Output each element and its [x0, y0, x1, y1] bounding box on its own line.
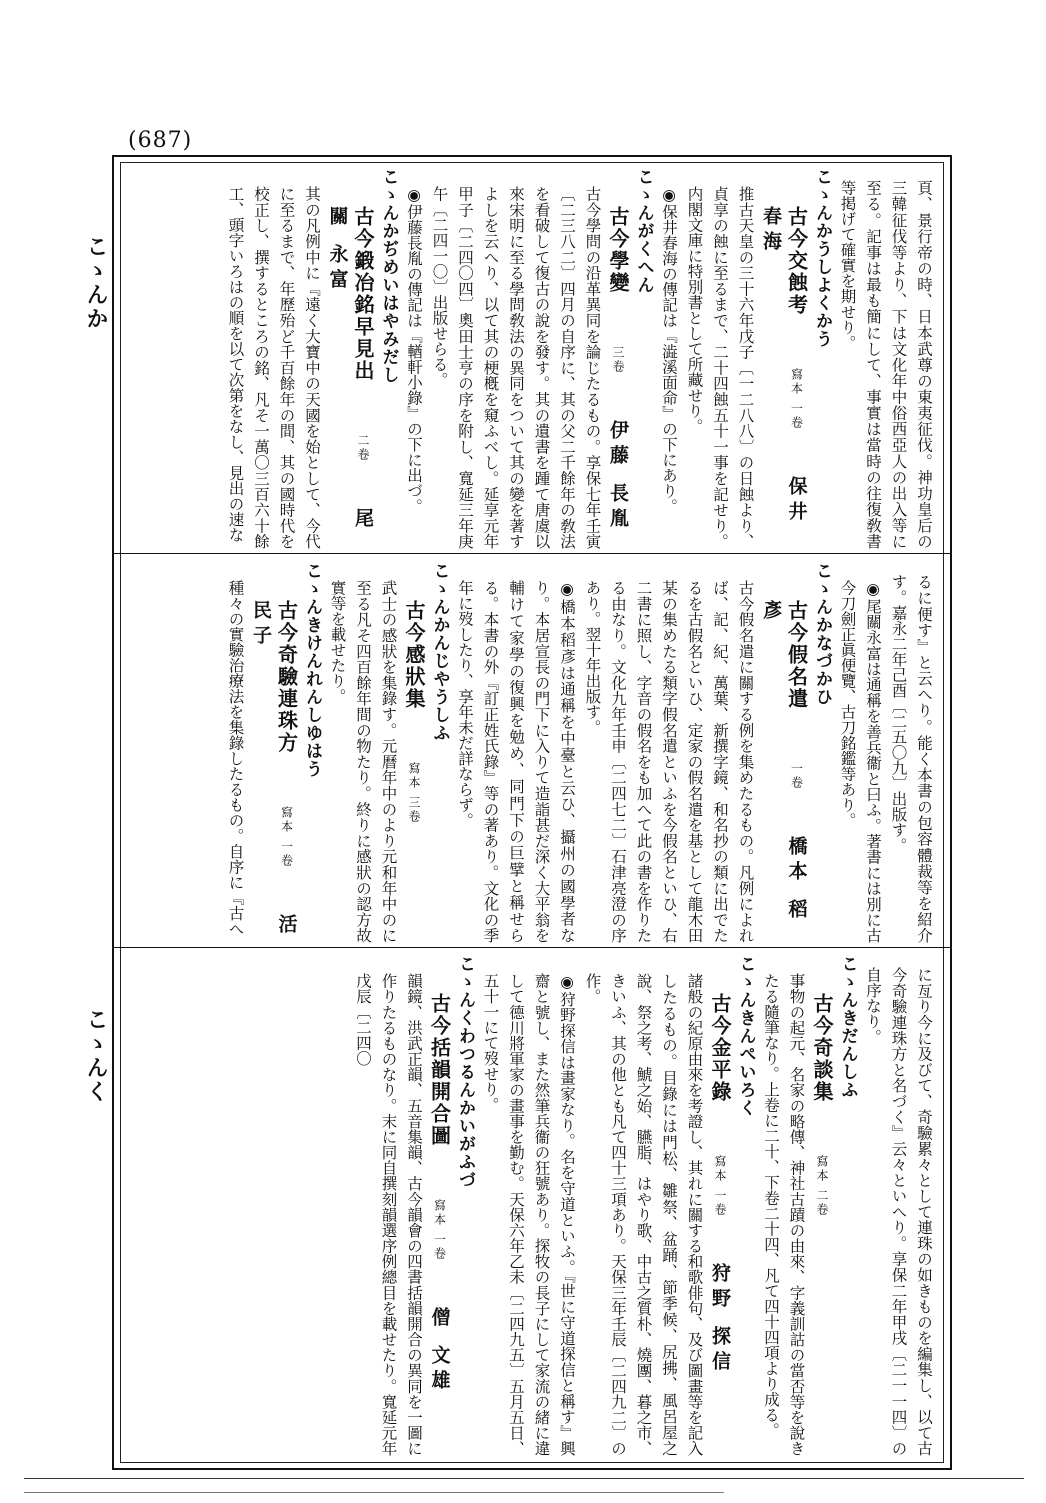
entry-body-text: 古今假名遣に關する例を集めたるもの。凡例によれば、記、紀、萬葉、新撰字鏡、和名抄の類に出でたるを古假名といひ、定家の假名遣を基として龍木田某の集めたる類字假名遣といふを今假名といひ、右二書に照し、字音の假名をも加へて此の書を作りたる由なり。文化九年壬申〔二四七二〕石津亮澄の序あり。翌十年出版す。 — [583, 580, 755, 943]
entry-author: 尾關 永富 — [326, 206, 374, 533]
entry-title: 古今學變 — [606, 206, 630, 294]
entry-title-line — [324, 166, 375, 549]
entry-volume-count: 二卷 — [356, 434, 370, 462]
entry-title-line — [707, 953, 733, 1456]
bottom-rule-thin — [24, 1492, 724, 1493]
entry-volume-count: 一卷 — [789, 762, 804, 790]
entry-body-text: 諸般の紀原由來を考證し、其れに關する和歌俳句、及び圖畫等を記入したるもの。目錄には門松、雛祭、盆踊、節季候、尻拂、風呂屋之說、祭之考、鯱之始、臙脂、はやり歌、中古之質朴、燒團、暮之市、きいふ、其の他とも凡て四十三項あり。天保三年壬辰〔二四九二〕の作。 — [583, 973, 704, 1456]
entry-author: 保井 春海 — [760, 206, 808, 526]
entry-title-line — [758, 560, 809, 943]
entry-title: 古今假名遣 — [784, 600, 809, 710]
entry-reading-heading: こゝんがくへん — [633, 168, 654, 294]
entry-body-text: 頁、景行帝の時、日本武尊の東夷征伐。神功皇后の三韓征伐等より、下は文化年中俗西亞人の出入等に至る。記事は最も簡にして、事實は當時の往復敎書等掲げて確實を期せり。 — [838, 180, 933, 549]
entry-author: 橋本 稻彥 — [760, 600, 808, 924]
bottom-rule — [24, 1478, 1024, 1479]
entry-body-text: ◉狩野探信は畫家なり。名を守道といふ。『世に守道探信と稱す』興齋と號し、また然筆兵衞の狂號あり。探牧の長子にして家流の緒に違して德川將軍家の畫事を勤む。天保六年乙未〔二四九五〕五月五日、五十一にて歿せり。 — [481, 973, 576, 1456]
entry-title-line — [809, 953, 835, 1456]
text-section-middle — [130, 560, 936, 943]
entry-title-line — [401, 560, 427, 943]
text-section-bottom — [130, 953, 936, 1456]
entry-title: 古今鍛冶銘早見出 — [351, 206, 375, 382]
entry-body-text: 古今學問の沿革異同を論じたるもの。享保七年壬寅〔二三八二〕四月の自序に、其の父二千餘年の敎法を看破して復古の說を發す。其の遺書を踵て唐虞以來宋明に至る學問敎法の異同をついて其の變を著すよしを云へり、以て其の梗槪を窺ふべし。延享元年甲子〔二四〇四〕奧田士亨の序を附し、寬延三年庚午〔二四一〇〕出版せらる。 — [430, 186, 602, 549]
page-number: (687) — [128, 128, 193, 153]
entry-body-text: ◉橋本稻彥は通稱を中臺と云ひ、攝州の國學者なり。本居宣長の門下に入りて造詣甚だ深く大平翁を輔けて家學の復興を勉め、同門下の巨擘と稱せらる。本書の外『訂正姓氏錄』等の著あり。文化の季年に歿したり、享年未だ詳ならず。 — [456, 580, 576, 943]
entry-title: 古今括韻開合圖 — [427, 993, 452, 1147]
entry-reading-heading: こゝんかんじやうしふ — [429, 562, 450, 742]
entry-author: 僧 文雄 — [428, 1306, 451, 1395]
text-section-top — [130, 166, 936, 549]
entry-body-text: 種々の實驗治療法を集錄したるもの。自序に『古へ — [226, 580, 245, 937]
entry-title-line — [758, 166, 809, 549]
entry-volume-count: 寫本 二卷 — [815, 1155, 829, 1217]
entry-volume-count: 寫本 一卷 — [713, 1155, 727, 1217]
entry-volume-count: 寫本 一卷 — [279, 806, 294, 868]
entry-author: 活 民子 — [250, 600, 298, 939]
margin-label-bottom: こゝんく — [83, 1008, 108, 1104]
margin-label-top: こゝんか — [83, 235, 108, 331]
entry-reading-heading: こゝんきだんしふ — [837, 955, 858, 1099]
entry-reading-heading: こゝんくわつるんかいがふづ — [455, 955, 475, 1189]
entry-body-text: 事物の起元、名家の略傳、神社古蹟の由來、字義訓詁の當否等を說きたる隨筆なり。上卷に二十、下卷二十四、凡て四十四項より成る。 — [762, 973, 806, 1456]
entry-body-text: 韻鏡、洪武正韻、五音集韻、古今韻會の四書括韻開合の異同を一圖に作りたるものなり。末に同自撰刻韻選序例總目を載せたり。寬延元年戊辰〔二四〇 — [354, 973, 423, 1456]
entry-body-text: に亙り今に及びて、奇驗累々として連珠の如きものを編集し、以て古今奇驗連珠方と名づく』云々といへり。享保二年甲戌〔二一一四〕の自序なり。 — [864, 967, 933, 1456]
entry-volume-count: 寫本 三卷 — [407, 762, 421, 824]
entry-reading-heading: こゝんきけんれんしゆはう — [302, 562, 322, 778]
entry-body-text: ◉保井春海の傳記は『澁溪面命』の下にあり。 — [660, 186, 678, 514]
entry-reading-heading: こゝんかうしよくかう — [812, 168, 832, 348]
entry-title: 古今感狀集 — [402, 600, 426, 710]
entry-body-text: るに便す』と云へり。能く本書の包容體裁等を紹介す。嘉永二年己酉〔二五〇九〕出版す。 — [889, 574, 933, 943]
entry-title: 古今奇談集 — [810, 993, 834, 1103]
section-divider-2 — [113, 947, 951, 948]
entry-body-text: ◉伊藤長胤の傳記は『輶軒小錄』の下に出づ。 — [405, 186, 423, 514]
entry-author: 伊藤 長胤 — [607, 420, 629, 533]
entry-title-line — [426, 953, 452, 1456]
entry-title-line — [248, 560, 299, 943]
entry-volume-count: 寫本 一卷 — [789, 368, 804, 430]
entry-reading-heading: こゝんかなづかひ — [812, 562, 832, 706]
entry-title: 古今交蝕考 — [784, 206, 809, 316]
entry-title-line — [605, 166, 631, 549]
entry-body-text: 其の凡例中に『遠く大寶中の天國を始として、今代に至るまで、年歷殆ど千百餘年の間、其の國時代を校正し、撰するところの銘、凡そ一萬〇三百六十餘工、頭字いろはの順を以て次第をなし、見出の速な — [226, 186, 321, 549]
entry-author: 狩野 探信 — [709, 1262, 731, 1376]
entry-body-text: 武士の感狀を集錄す。元曆年中のより元和年中のに至る凡そ四百餘年間の物たり。終りに感狀の認方故實等を載せたり。 — [328, 580, 398, 943]
entry-body-text: 推古天皇の三十六年戊子〔一二八八〕の日蝕より、貞享の蝕に至るまで、二十四蝕五十一事を記せり。内閣文庫に特別書として所藏せり。 — [685, 186, 755, 549]
section-divider-1 — [113, 553, 951, 554]
entry-reading-heading: こゝんきんぺいろく — [735, 955, 756, 1117]
entry-reading-heading: こゝんかぢめいはやみだし — [378, 168, 399, 384]
entry-title: 古今奇驗連珠方 — [274, 600, 299, 754]
entry-volume-count: 寫本 一卷 — [432, 1199, 447, 1261]
entry-title: 古今金平錄 — [708, 993, 732, 1103]
entry-body-text: ◉尾關永富は通稱を善兵衞と曰ふ。著書には別に古今刀劍正眞便覽、古刀銘鑑等あり。 — [838, 580, 882, 943]
entry-volume-count: 三卷 — [611, 346, 625, 374]
